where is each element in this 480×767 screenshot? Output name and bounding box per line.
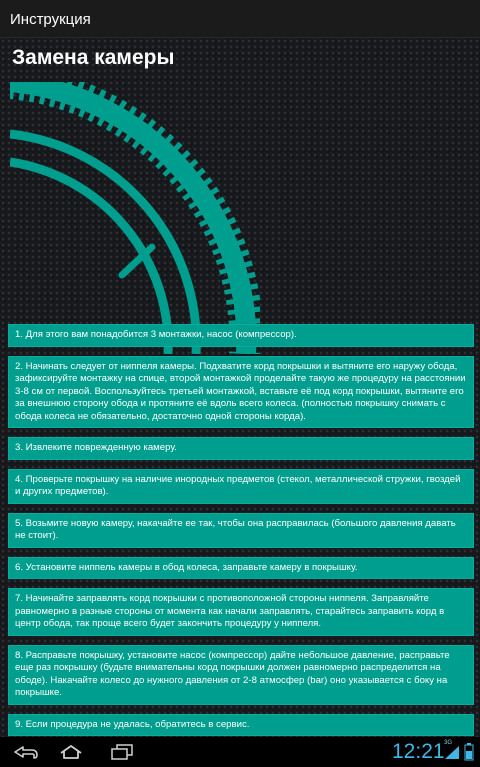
step-item-3[interactable]: 3. Извлеките поврежденную камеру. <box>8 437 474 460</box>
status-clock: 12:21 <box>392 740 445 763</box>
back-icon[interactable] <box>12 743 40 761</box>
battery-icon <box>464 743 474 761</box>
step-item-2[interactable]: 2. Начинать следует от ниппеля камеры. Подхватите корд покрышки и вытяните его наружу обода, зафиксируйте монтажку на спице, второй монтажкой проделайте такую же процедуру на расстоянии 3-8 см от первой. Воспользуйтесь третьей монтажкой, вставьте её под корд покрышки, вытяните его за внешнюю сторону обода и протяните её вдоль всего колеса. (полностью покрышку снимать с обода колеса не обязательно, достаточно одной стороны корда). <box>8 356 474 429</box>
action-bar-title: Инструкция <box>10 11 91 28</box>
action-bar <box>0 0 480 38</box>
step-item-5[interactable]: 5. Возьмите новую камеру, накачайте ее так, чтобы она расправилась (большого давления давать не стоит). <box>8 513 474 548</box>
steps-list <box>8 324 474 737</box>
step-item-9[interactable]: 9. Если процедура не удалась, обратитесь в сервис. <box>8 714 474 737</box>
system-navigation-bar <box>0 737 480 767</box>
instruction-content[interactable] <box>0 38 480 737</box>
step-item-1[interactable]: 1. Для этого вам понадобится 3 монтажки, насос (компрессор). <box>8 324 474 347</box>
wheel-illustration <box>10 82 260 354</box>
step-item-6[interactable]: 6. Установите ниппель камеры в обод колеса, заправьте камеру в покрышку. <box>8 557 474 580</box>
step-item-4[interactable]: 4. Проверьте покрышку на наличие инородных предметов (стекол, металлической стружки, гвоздей и других предметов). <box>8 469 474 504</box>
recent-apps-icon[interactable] <box>108 743 136 761</box>
home-icon[interactable] <box>58 743 84 761</box>
page-title: Замена камеры <box>12 46 175 69</box>
step-item-7[interactable]: 7. Начинайте заправлять корд покрышки с противоположной стороны ниппеля. Заправляйте равномерно в разные стороны от момента как начали заправлять, старайтесь заправить корд в центр обода, так проще всего будет закончить процедуру у ниппеля. <box>8 588 474 636</box>
network-type-label: 3G <box>444 740 453 746</box>
step-item-8[interactable]: 8. Расправьте покрышку, установите насос (компрессор) дайте небольшое давление, расправьте еще раз покрышку (будьте внимательны корд покрышки должен равномерно распределится на ободе). Накачайте колесо до нужного давления от 2-8 атмосфер (bar) оно указывается с боку на покрышке. <box>8 645 474 705</box>
signal-icon <box>443 744 461 760</box>
tire-icon <box>10 82 246 354</box>
